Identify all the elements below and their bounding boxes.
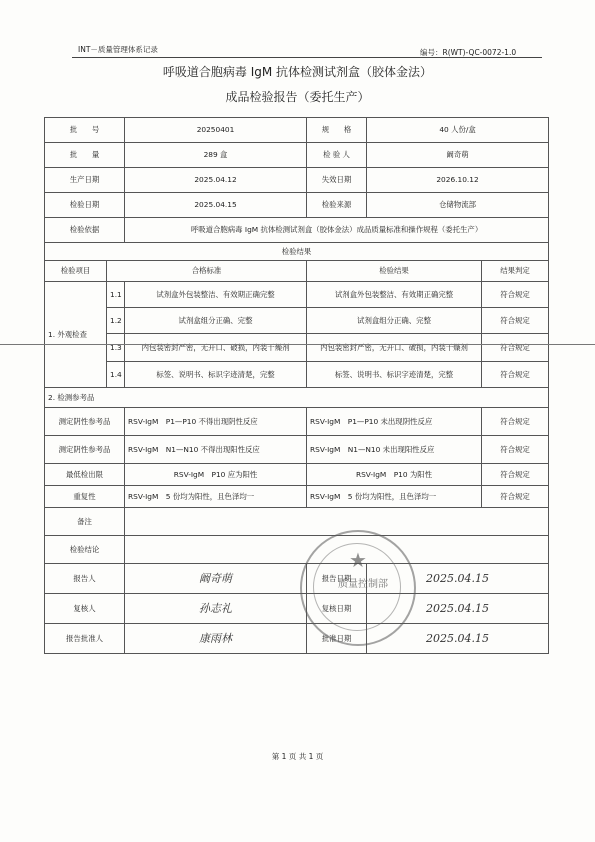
appearance-group-label: 1. 外观检查: [45, 282, 107, 388]
batch-label: 批 号: [45, 118, 125, 143]
inspection-report-table: [44, 117, 549, 654]
inspector-label: 检 验 人: [307, 143, 367, 168]
document-number: 编号：R(WT)-QC-0072-1.0: [420, 48, 517, 57]
test-source-value: 仓储物流部: [367, 193, 549, 218]
col-header-standard: 合格标准: [107, 261, 307, 282]
standard-cell: 内包装密封严密，无开口、破损，内装干燥剂: [125, 334, 307, 362]
report-subtitle: 成品检验报告（委托生产）: [225, 90, 370, 104]
approver-signature: 康雨林: [125, 624, 307, 654]
result-cell: 试剂盒外包装整洁、有效期正确完整: [307, 282, 482, 308]
spec-label: 规 格: [307, 118, 367, 143]
judgement-cell: 符合规定: [482, 282, 549, 308]
standard-cell: RSV-IgM 5 份均为阳性，且色泽均一: [125, 486, 307, 508]
table-row: [45, 436, 549, 464]
table-row: [45, 308, 549, 334]
reviewer-label: 复核人: [45, 594, 125, 624]
seal-text: 质量控制部: [338, 579, 388, 590]
judgement-cell: 符合规定: [482, 308, 549, 334]
judgement-cell: 符合规定: [482, 436, 549, 464]
reviewer-signature: 孙志礼: [125, 594, 307, 624]
result-cell: RSV-IgM N1—N10 未出现阳性反应: [307, 436, 482, 464]
table-row: [45, 282, 549, 308]
quantity-value: 289 盒: [125, 143, 307, 168]
judgement-cell: 符合规定: [482, 362, 549, 388]
reporter-signature: 阚奇萌: [125, 564, 307, 594]
col-header-judgement: 结果判定: [482, 261, 549, 282]
result-cell: 标签、说明书、标识字迹清楚，完整: [307, 362, 482, 388]
spec-value: 40 人份/盒: [367, 118, 549, 143]
expiry-date-label: 失效日期: [307, 168, 367, 193]
inspector-value: 阚奇萌: [367, 143, 549, 168]
remark-label: 备注: [45, 508, 125, 536]
scan-artifact-line: [0, 344, 595, 345]
reference-name: 最低检出限: [45, 464, 125, 486]
standard-cell: RSV-IgM N1—N10 不得出现阳性反应: [125, 436, 307, 464]
quantity-label: 批 量: [45, 143, 125, 168]
col-header-item: 检验项目: [45, 261, 107, 282]
basis-label: 检验依据: [45, 218, 125, 243]
basis-value: 呼吸道合胞病毒 IgM 抗体检测试剂盒（胶体金法）成品质量标准和操作规程（委托生产）: [125, 218, 549, 243]
report-title: 呼吸道合胞病毒 IgM 抗体检测试剂盒（胶体金法）: [162, 65, 433, 79]
row-number: 1.4: [107, 362, 125, 388]
results-section-title: 检验结果: [45, 243, 549, 261]
standard-cell: 试剂盒组分正确、完整: [125, 308, 307, 334]
production-date-label: 生产日期: [45, 168, 125, 193]
col-header-result: 检验结果: [307, 261, 482, 282]
seal-star-icon: ★: [349, 548, 367, 572]
standard-cell: RSV-IgM P1—P10 不得出现阴性反应: [125, 408, 307, 436]
report-date-label: 报告日期: [307, 564, 367, 594]
judgement-cell: 符合规定: [482, 408, 549, 436]
page-number: 第 1 页 共 1 页: [271, 752, 324, 761]
result-cell: 试剂盒组分正确、完整: [307, 308, 482, 334]
result-cell: RSV-IgM P10 为阳性: [307, 464, 482, 486]
review-date-label: 复核日期: [307, 594, 367, 624]
result-cell: RSV-IgM P1—P10 未出现阴性反应: [307, 408, 482, 436]
production-date-value: 2025.04.12: [125, 168, 307, 193]
standard-cell: 试剂盒外包装整洁、有效期正确完整: [125, 282, 307, 308]
reference-name: 测定阴性参考品: [45, 436, 125, 464]
row-number: 1.3: [107, 334, 125, 362]
judgement-cell: 符合规定: [482, 486, 549, 508]
test-date-value: 2025.04.15: [125, 193, 307, 218]
row-number: 1.2: [107, 308, 125, 334]
conclusion-label: 检验结论: [45, 536, 125, 564]
batch-value: 20250401: [125, 118, 307, 143]
table-row: [45, 408, 549, 436]
reference-name: 测定阴性参考品: [45, 408, 125, 436]
judgement-cell: 符合规定: [482, 334, 549, 362]
test-source-label: 检验来源: [307, 193, 367, 218]
header-system-name: INT－质量管理体系记录: [78, 45, 158, 54]
expiry-date-value: 2026.10.12: [367, 168, 549, 193]
table-row: [45, 362, 549, 388]
approver-label: 报告批准人: [45, 624, 125, 654]
table-row: [45, 486, 549, 508]
remark-value: [125, 508, 549, 536]
review-date-value: 2025.04.15: [367, 594, 549, 624]
header-divider: [72, 57, 542, 58]
report-date-value: 2025.04.15: [367, 564, 549, 594]
table-row: [45, 334, 549, 362]
approve-date-value: 2025.04.15: [367, 624, 549, 654]
reference-name: 重复性: [45, 486, 125, 508]
row-number: 1.1: [107, 282, 125, 308]
standard-cell: 标签、说明书、标识字迹清楚，完整: [125, 362, 307, 388]
reporter-label: 报告人: [45, 564, 125, 594]
result-cell: 内包装密封严密，无开口、破损，内装干燥剂: [307, 334, 482, 362]
table-row: [45, 464, 549, 486]
test-date-label: 检验日期: [45, 193, 125, 218]
approve-date-label: 批准日期: [307, 624, 367, 654]
judgement-cell: 符合规定: [482, 464, 549, 486]
reference-group-label: 2. 检测参考品: [45, 388, 549, 408]
standard-cell: RSV-IgM P10 应为阳性: [125, 464, 307, 486]
result-cell: RSV-IgM 5 份均为阳性，且色泽均一: [307, 486, 482, 508]
